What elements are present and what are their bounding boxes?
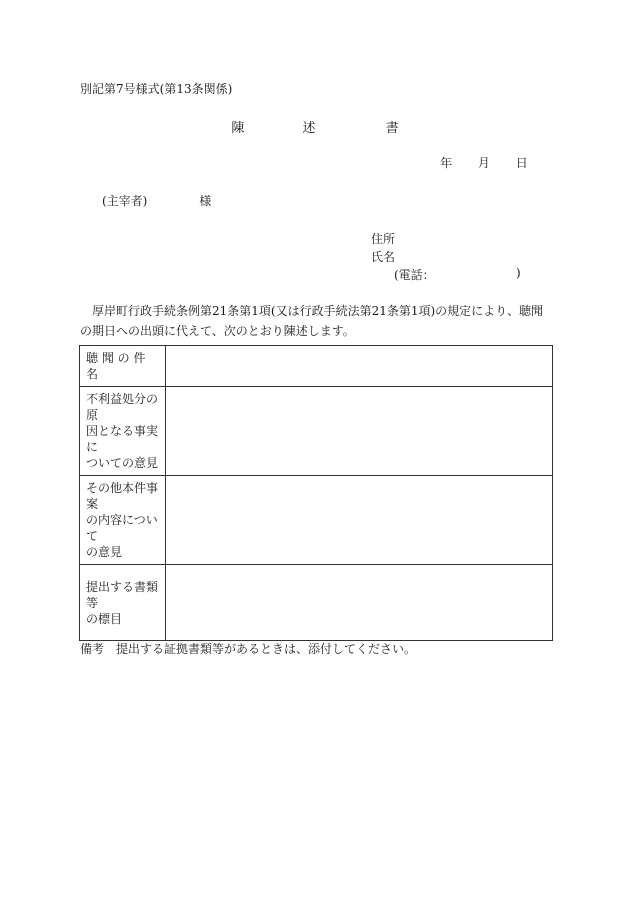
- date-day-label: 日: [515, 156, 528, 170]
- title-char-3: 書: [385, 121, 399, 136]
- addressee-line: [102, 192, 211, 209]
- addressee-label: (主宰者): [102, 194, 148, 208]
- table-row: [80, 565, 553, 641]
- row-label-other-opinion: その他本件事案 の内容について の意見: [80, 476, 166, 565]
- phone-label: (電話：: [394, 268, 435, 282]
- row-value-case-name[interactable]: [166, 346, 553, 387]
- name-label: 氏名: [371, 250, 396, 264]
- addressee-honorific: 様: [199, 194, 212, 208]
- row-label-documents: 提出する書類等 の標目: [80, 565, 166, 641]
- document-title: [0, 117, 630, 136]
- address-label: 住所: [371, 232, 396, 246]
- title-char-2: 述: [302, 121, 316, 136]
- row-value-facts-opinion[interactable]: [166, 387, 553, 476]
- date-month-label: 月: [477, 156, 490, 170]
- table-row: [80, 346, 553, 387]
- phone-close-paren: ): [516, 266, 521, 280]
- remarks-note: 備考 提出する証拠書類等があるときは、添付してください。: [80, 642, 417, 656]
- statement-body: 厚岸町行政手続条例第21条第1項(又は行政手続法第21条第1項)の規定により、聴聞の期日への出頭に代えて、次のとおり陳述します。: [80, 304, 544, 338]
- date-year-label: 年: [440, 156, 453, 170]
- statement-table: [79, 345, 553, 641]
- row-value-documents[interactable]: [166, 565, 553, 641]
- row-label-facts-opinion: 不利益処分の原 因となる事実に ついての意見: [80, 387, 166, 476]
- row-label-case-name: 聴 聞 の 件 名: [80, 346, 166, 387]
- table-row: [80, 387, 553, 476]
- title-char-1: 陳: [231, 121, 245, 136]
- table-row: [80, 476, 553, 565]
- form-number: 別記第7号様式(第13条関係): [80, 82, 233, 96]
- date-line: [440, 154, 528, 171]
- phone-line: [394, 266, 521, 283]
- row-value-other-opinion[interactable]: [166, 476, 553, 565]
